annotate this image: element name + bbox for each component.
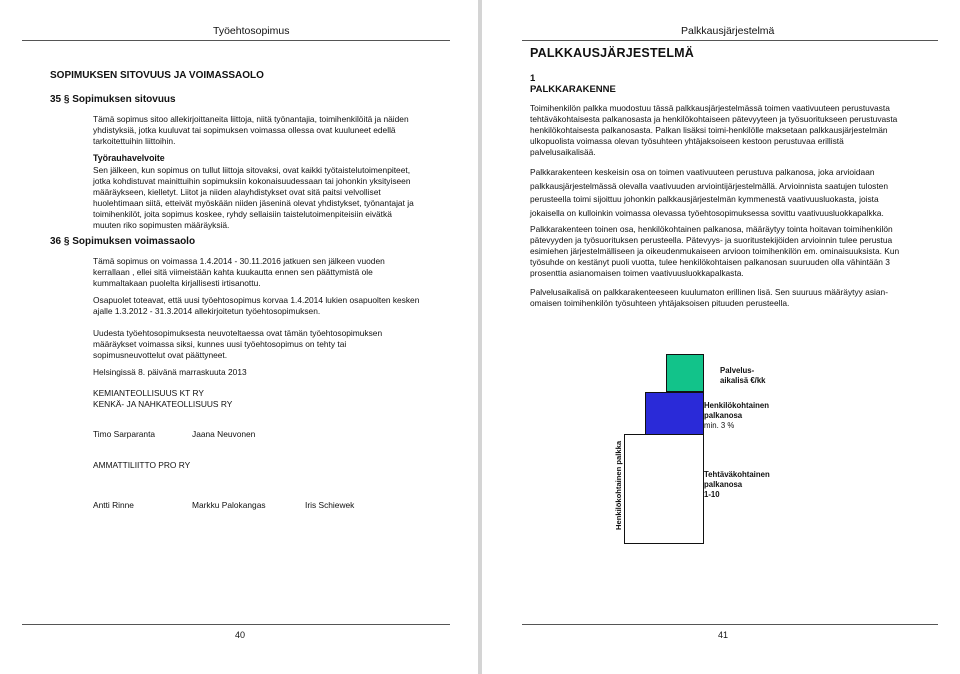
page-number: 41 xyxy=(718,630,729,640)
section-number: 1 xyxy=(530,73,536,84)
section-title: PALKKARAKENNE xyxy=(530,84,616,95)
footer-rule xyxy=(522,624,938,625)
paragraph-2: Palkkarakenteen keskeisin osa on toimen vaativuuteen perustuva palkanosa, joka arvioidaan palkkausjärjestelmässä olevalla vaativuuden arviointijärjestelmällä. Arvioinnista saatujen tulosten perusteella toimi sijoittuu johonkin palkkausjärjestelmän kymmenestä vaativuusluokasta, joista jokaisella on kulloinkin voimassa olevassa työehtosopimuksessa sovittu vaativuusluokkapalkka. xyxy=(530,167,888,218)
header-rule xyxy=(522,40,938,41)
page-header: Työehtosopimus xyxy=(213,25,290,37)
section-title: SOPIMUKSEN SITOVUUS JA VOIMASSAOLO xyxy=(50,70,264,81)
heading-36: 36 § Sopimuksen voimassaolo xyxy=(50,236,196,247)
paragraph-36-1: Tämä sopimus on voimassa 1.4.2014 - 30.11.2016 jatkuen sen jälkeen vuoden kerrallaan , ellei sitä viimeistään kahta kuukautta ennen sen päättymistä ole kummaltakaan puolelta kirjallisesti irtisanottu. xyxy=(93,256,385,289)
union-organization: AMMATTILIITTO PRO RY xyxy=(93,460,191,470)
paragraph-negotiation: Uudesta työehtosopimuksesta neuvoteltaessa ovat tämän työehtosopimuksen määräykset voimassa siksi, kunnes uusi työehtosopimus on tehty tai sopimusneuvottelut ovat päättyneet. xyxy=(93,328,383,361)
paragraph-tyorauhavelvoite: Sen jälkeen, kun sopimus on tullut liittoja sitovaksi, ovat kaikki työtaistelutoimenpiteet, jotka kohdistuvat mainittuihin sopimuksiin kokonaisuudessaan tai johonkin yksityiseen määräykseen, kielletyt. Liitot ja niiden alayhdistykset ovat sitä paitsi velvolliset huolehtimaan siitä, etteivät myöskään niiden jäseninä olevat yhdistykset, työnantajat ja toimihenkilöt, joita sopimus koskee, ryhdy sellaisiin taistelutoimenpiteisiin eivätkä muuten riko sopimusten määräyksiä. xyxy=(93,165,414,231)
heading-35: 35 § Sopimuksen sitovuus xyxy=(50,94,176,105)
left-page xyxy=(0,0,478,674)
label-tehtavakohtainen: Tehtäväkohtainen palkanosa 1-10 xyxy=(704,470,770,499)
page-number: 40 xyxy=(235,630,246,640)
document-title: PALKKAUSJÄRJESTELMÄ xyxy=(530,46,694,60)
signatory-markku: Markku Palokangas xyxy=(192,500,266,510)
right-page xyxy=(482,0,960,674)
header-rule xyxy=(22,40,450,41)
block-palvelusaikalisa xyxy=(666,354,704,392)
label-palvelusaikalisa: Palvelus- aikalisä €/kk xyxy=(720,366,766,385)
paragraph-36-2: Osapuolet toteavat, että uusi työehtosopimus korvaa 1.4.2014 lukien osapuolten kesken ajalle 1.3.2012 - 31.3.2014 allekirjoitetun työehtosopimuksen. xyxy=(93,295,420,317)
paragraph-35: Tämä sopimus sitoo allekirjoittaneita liittoja, niitä työnantajia, toimihenkilöitä ja näiden yhdistyksiä, jotka kuuluvat tai sopimuksen voimassa ollessa ovat kuuluneet edellä tarkoitettuihin liittoihin. xyxy=(93,114,409,147)
employer-organizations: KEMIANTEOLLISUUS KT RY KENKÄ- JA NAHKATEOLLISUUS RY xyxy=(93,388,233,410)
paragraph-3: Palkkarakenteen toinen osa, henkilökohtainen palkanosa, määräytyy tointa hoitavan toimihenkilön pätevyyden ja työsuorituksen perusteella. Pätevyys- ja suoritustekijöiden arvioinnin tulee perustua esimiehen järjestelmälliseen ja oikeudenmukaiseen arvioon toimihenkilön em. ominaisuuksista. Kun työsuhde on kestänyt puoli vuotta, tulee henkilökohtaisen palkanosan suuruuden olla vähintään 3 prosenttia asianomaisen toimen vaativuusluokkapalkasta. xyxy=(530,224,900,279)
block-tehtavakohtainen xyxy=(624,434,704,544)
label-henkilokohtainen: Henkilökohtainen palkanosa min. 3 % xyxy=(704,401,769,430)
paragraph-1: Toimihenkilön palkka muodostuu tässä palkkausjärjestelmässä toimen vaativuuteen perustuvasta tehtäväkohtaisesta palkanosasta ja henkilökohtaiseen pätevyyteen ja työsuoritukseen perustuvasta henkilökohtaisesta palkanosasta. Palkan lisäksi toimi-henkilölle maksetaan palkkausjärjestelmän ulkopuolista voimassa olevan työsuhteen yhtäjaksoiseen kestoon perustuvaa erillistä palvelusaikalisää. xyxy=(530,103,898,158)
page-header: Palkkausjärjestelmä xyxy=(681,25,775,37)
signatory-timo: Timo Sarparanta xyxy=(93,429,156,439)
signatory-jaana: Jaana Neuvonen xyxy=(192,429,256,439)
heading-tyorauhavelvoite: Työrauhavelvoite xyxy=(93,153,165,163)
place-date: Helsingissä 8. päivänä marraskuuta 2013 xyxy=(93,367,247,377)
diagram-vertical-label: Henkilökohtainen palkka xyxy=(614,440,623,530)
paragraph-4: Palvelusaikalisä on palkkarakenteeseen kuulumaton erillinen lisä. Sen suuruus määräytyy asian- omaisen toimihenkilön työsuhteen yhtäjaksoisen pituuden perusteella. xyxy=(530,287,888,309)
signatory-antti: Antti Rinne xyxy=(93,500,134,510)
footer-rule xyxy=(22,624,450,625)
block-henkilokohtainen xyxy=(645,392,704,435)
signatory-iris: Iris Schiewek xyxy=(305,500,355,510)
